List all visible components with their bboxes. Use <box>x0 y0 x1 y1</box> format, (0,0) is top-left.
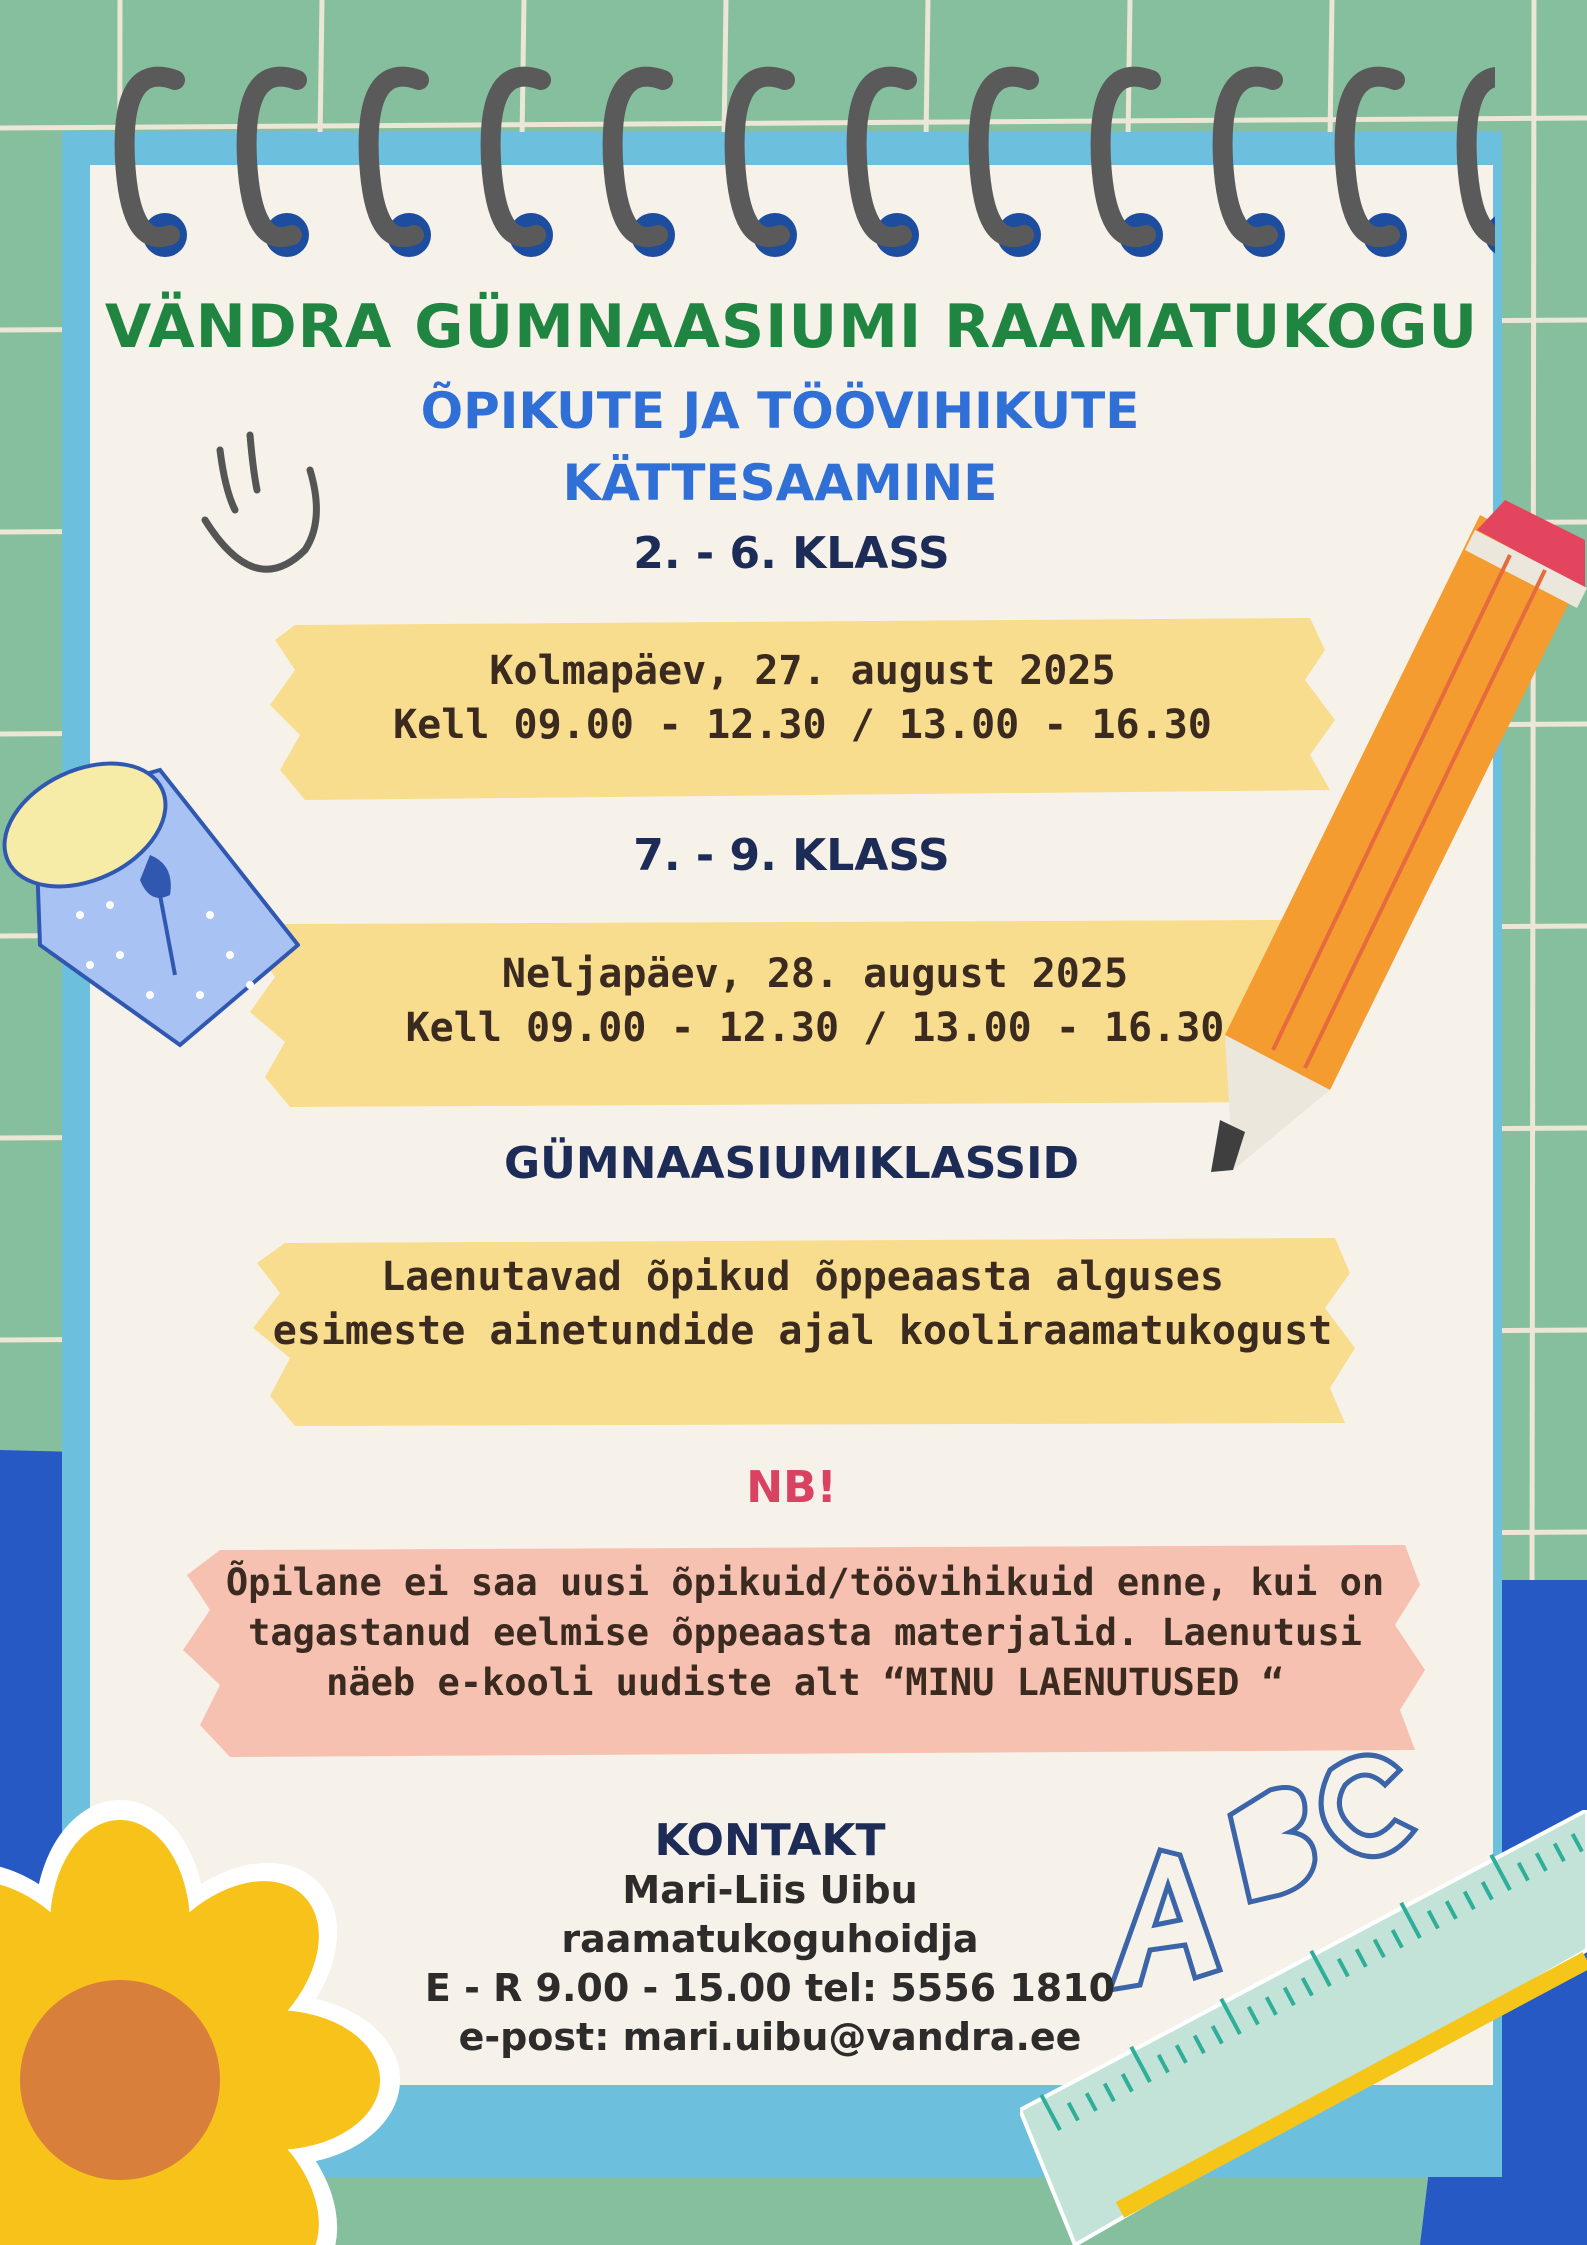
contact-role: raamatukoguhoidja <box>561 1917 979 1961</box>
page-subtitle <box>300 375 1260 519</box>
pencil-icon <box>1205 470 1587 1190</box>
contact-hours-phone: E - R 9.00 - 15.00 tel: 5556 1810 <box>424 1966 1116 2010</box>
tape-roll-icon <box>0 745 300 1055</box>
section-time: Kell 09.00 - 12.30 / 13.00 - 16.30 <box>393 702 1212 748</box>
notice-label: NB! <box>746 1462 837 1513</box>
section-heading-gymnasium: GÜMNAASIUMIKLASSID <box>504 1138 1079 1189</box>
contact-name: Mari-Liis Uibu <box>622 1868 918 1912</box>
contact-heading: KONTAKT <box>654 1815 886 1866</box>
notice-text <box>175 1558 1435 1708</box>
section-date: Neljapäev, 28. august 2025 <box>501 951 1129 997</box>
section-time: Kell 09.00 - 12.30 / 13.00 - 16.30 <box>405 1005 1225 1051</box>
flower-icon <box>0 1790 420 2245</box>
notice-line-1: Õpilane ei saa uusi õpikuid/töövihikuid enne, kui on <box>225 1561 1385 1604</box>
section-date: Kolmapäev, 27. august 2025 <box>489 648 1116 694</box>
subtitle-line-1: ÕPIKUTE JA TÖÖVIHIKUTE <box>420 382 1140 440</box>
section-heading-grade-7-9: 7. - 9. KLASS <box>633 830 950 881</box>
ruler-icon <box>1020 1810 1587 2245</box>
section-details-grade-2-6 <box>265 644 1340 752</box>
section-line-1: Laenutavad õpikud õppeaasta alguses <box>381 1254 1224 1300</box>
section-heading-grade-2-6: 2. - 6. KLASS <box>633 528 950 579</box>
page-title: VÄNDRA GÜMNAASIUMI RAAMATUKOGU <box>104 292 1479 362</box>
section-details-gymnasium <box>245 1250 1360 1358</box>
spiral-binding-icon <box>95 40 1495 280</box>
notice-line-3: näeb e-kooli uudiste alt “MINU LAENUTUSED “ <box>326 1661 1284 1704</box>
notice-line-2: tagastanud eelmise õppeaasta materjalid. Laenutusi <box>248 1611 1362 1654</box>
subtitle-line-2: KÄTTESAAMINE <box>562 454 998 512</box>
contact-email[interactable]: e-post: mari.uibu@vandra.ee <box>458 2015 1082 2059</box>
section-line-2: esimeste ainetundide ajal kooliraamatukogust <box>272 1308 1333 1354</box>
